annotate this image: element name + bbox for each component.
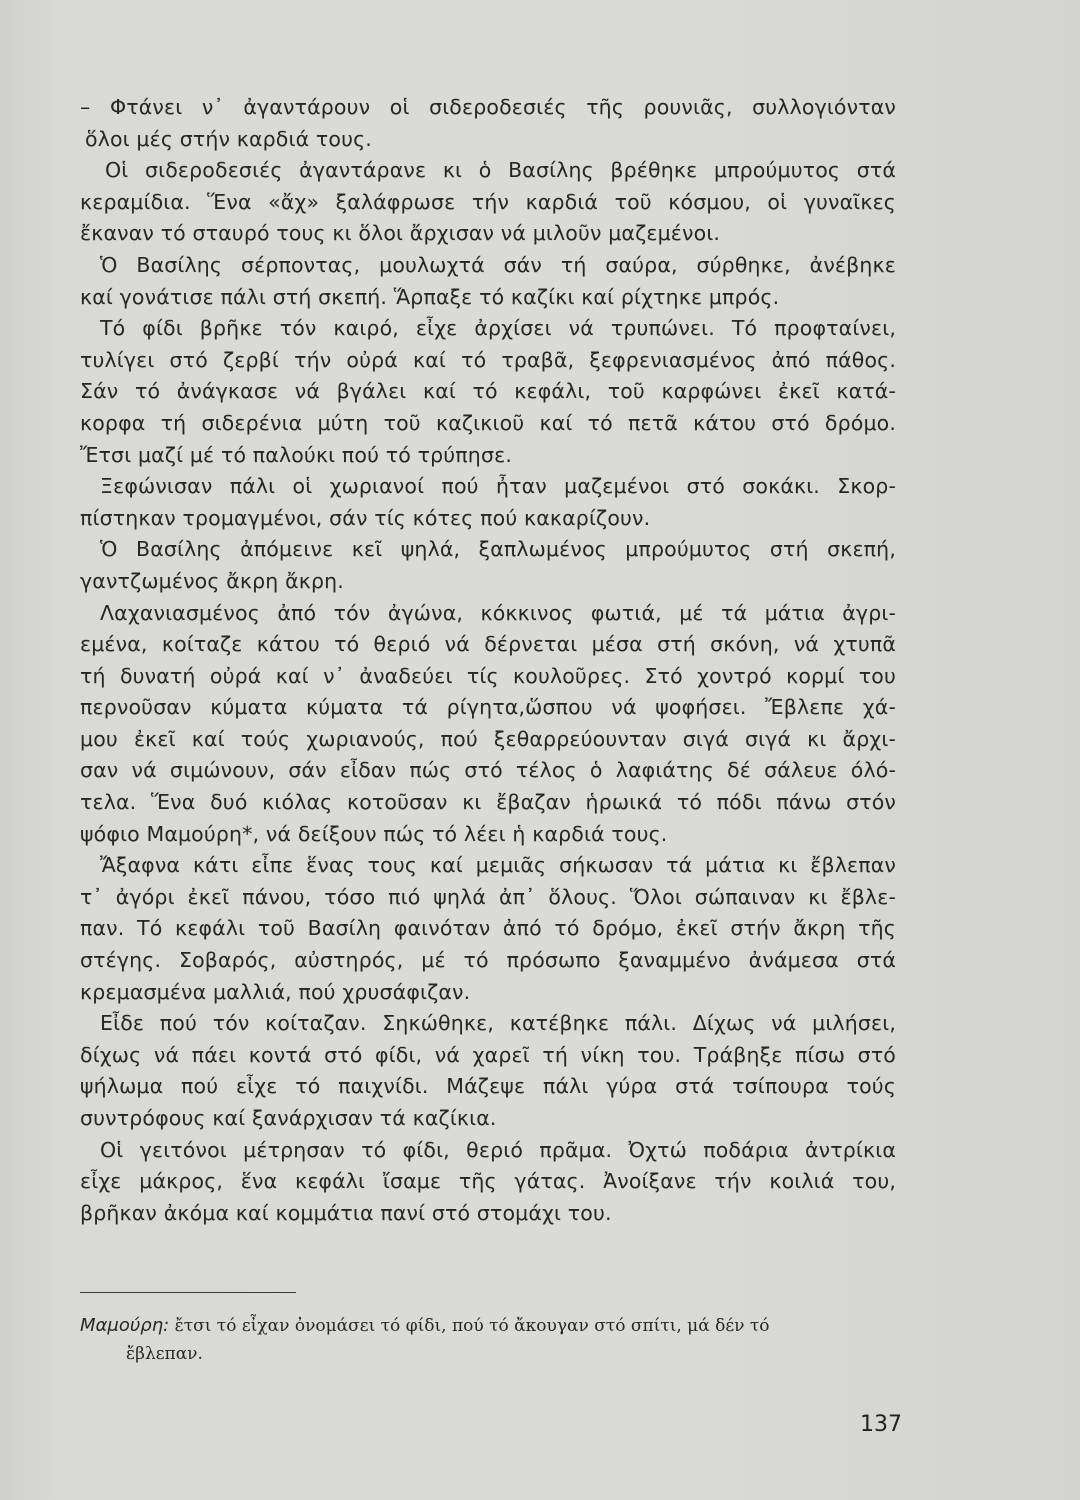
footnote-divider (80, 1292, 296, 1293)
text-line: ἔκαναν τό σταυρό τους κι ὅλοι ἄρχισαν νά μιλοῦν μαζεμένοι. (80, 221, 721, 246)
body-text (80, 92, 896, 1229)
text-line: παν. Τό κεφάλι τοῦ Βασίλη φαινόταν ἀπό τό δρόμο, ἐκεῖ στήν ἄκρη τῆς (80, 916, 896, 941)
text-line: εἶχε μάκρος, ἕνα κεφάλι ἴσαμε τῆς γάτας. Ἀνοίξανε τήν κοιλιά του, (80, 1169, 896, 1194)
text-line: κρεμασμένα μαλλιά, πού χρυσάφιζαν. (80, 979, 471, 1004)
text-line: ὅλοι μές στήν καρδιά τους. (85, 126, 372, 151)
text-line: τ᾽ ἀγόρι ἐκεῖ πάνου, τόσο πιό ψηλά ἀπ᾽ ὅλους. Ὅλοι σώπαιναν κι ἔβλε- (80, 884, 896, 909)
footnote-term: Μαμούρη: (80, 1315, 170, 1336)
text-line: Ὁ Βασίλης ἀπόμεινε κεῖ ψηλά, ξαπλωμένος μπρούμυτος στή σκεπή, (100, 537, 896, 562)
text-line: Ἄξαφνα κάτι εἶπε ἕνας τους καί μεμιᾶς σήκωσαν τά μάτια κι ἔβλεπαν (100, 853, 896, 878)
text-line: στέγης. Σοβαρός, αὐστηρός, μέ τό πρόσωπο ξαναμμένο ἀνάμεσα στά (80, 948, 896, 973)
text-line: Ἔτσι μαζί μέ τό παλούκι πού τό τρύπησε. (80, 442, 512, 467)
footnote-text: ἔτσι τό εἶχαν ὀνομάσει τό φίδι, πού τό ἄκουγαν στό σπίτι, μά δέν τό (174, 1316, 770, 1336)
text-line: πίστηκαν τρομαγμένοι, σάν τίς κότες πού κακαρίζουν. (80, 505, 651, 530)
page-number: 137 (860, 1412, 902, 1437)
text-line: Σάν τό ἀνάγκασε νά βγάλει καί τό κεφάλι, τοῦ καρφώνει ἐκεῖ κατά- (80, 379, 896, 404)
text-line: περνοῦσαν κύματα κύματα τά ρίγητα,ὥσπου νά ψοφήσει. Ἔβλεπε χά- (80, 695, 896, 720)
text-line: Ξεφώνισαν πάλι οἱ χωριανοί πού ἦταν μαζεμένοι στό σοκάκι. Σκορ- (100, 474, 896, 499)
text-line: Ὁ Βασίλης σέρποντας, μουλωχτά σάν τή σαύρα, σύρθηκε, ἀνέβηκε (100, 252, 896, 277)
footnote-line (80, 1312, 902, 1340)
text-line: ψήλωμα πού εἶχε τό παιχνίδι. Μάζεψε πάλι γύρα στά τσίπουρα τούς (80, 1074, 896, 1099)
text-line: ψόφιο Μαμούρη*, νά δείξουν πώς τό λέει ἡ καρδιά τους. (80, 821, 668, 846)
text-line: – Φτάνει ν᾽ ἀγαντάρουν οἱ σιδεροδεσιές τῆς ρουνιᾶς, συλλογιόνταν (80, 95, 896, 119)
text-line: Οἱ σιδεροδεσιές ἀγαντάρανε κι ὁ Βασίλης βρέθηκε μπρούμυτος στά (105, 158, 896, 183)
text-line: Λαχανιασμένος ἀπό τόν ἀγώνα, κόκκινος φωτιά, μέ τά μάτια ἀγρι- (100, 600, 896, 625)
text-line: δίχως νά πάει κοντά στό φίδι, νά χαρεῖ τή νίκη του. Τράβηξε πίσω στό (80, 1042, 896, 1067)
text-line: τελα. Ἕνα δυό κιόλας κοτοῦσαν κι ἔβαζαν ἡρωικά τό πόδι πάνω στόν (80, 790, 896, 815)
text-line: εμένα, κοίταζε κάτου τό θεριό νά δέρνεται μέσα στή σκόνη, νά χτυπᾶ (80, 632, 896, 657)
text-line: τή δυνατή οὐρά καί ν᾽ ἀναδεύει τίς κουλοῦρες. Στό χοντρό κορμί του (80, 663, 896, 688)
footnote (80, 1312, 902, 1368)
text-line: Οἱ γειτόνοι μέτρησαν τό φίδι, θεριό πρᾶμα. Ὀχτώ ποδάρια ἀντρίκια (100, 1137, 896, 1162)
text-line: βρῆκαν ἀκόμα καί κομμάτια πανί στό στομάχι του. (80, 1200, 612, 1225)
text-line: κορφα τή σιδερένια μύτη τοῦ καζικιοῦ καί τό πετᾶ κάτου στό δρόμο. (80, 410, 896, 435)
text-line: τυλίγει στό ζερβί τήν οὐρά καί τό τραβᾶ, ξεφρενιασμένος ἀπό πάθος. (80, 347, 896, 372)
text-line: καί γονάτισε πάλι στή σκεπή. Ἅρπαξε τό καζίκι καί ρίχτηκε μπρός. (80, 284, 780, 309)
text-line: Τό φίδι βρῆκε τόν καιρό, εἶχε ἀρχίσει νά τρυπώνει. Τό προφταίνει, (100, 316, 896, 341)
text-line: Εἶδε πού τόν κοίταζαν. Σηκώθηκε, κατέβηκε πάλι. Δίχως νά μιλήσει, (100, 1011, 896, 1036)
footnote-line: ἔβλεπαν. (126, 1344, 203, 1364)
text-line: συντρόφους καί ξανάρχισαν τά καζίκια. (80, 1106, 497, 1130)
text-line: κεραμίδια. Ἕνα «ἄχ» ξαλάφρωσε τήν καρδιά τοῦ κόσμου, οἱ γυναῖκες (80, 189, 896, 214)
text-line: γαντζωμένος ἄκρη ἄκρη. (80, 568, 344, 593)
text-line: σαν νά σιμώνουν, σάν εἶδαν πώς στό τέλος ὁ λαφιάτης δέ σάλευε όλό- (80, 758, 896, 783)
text-line: μου ἐκεῖ καί τούς χωριανούς, πού ξεθαρρεύουνταν σιγά σιγά κι ἄρχι- (80, 726, 896, 751)
